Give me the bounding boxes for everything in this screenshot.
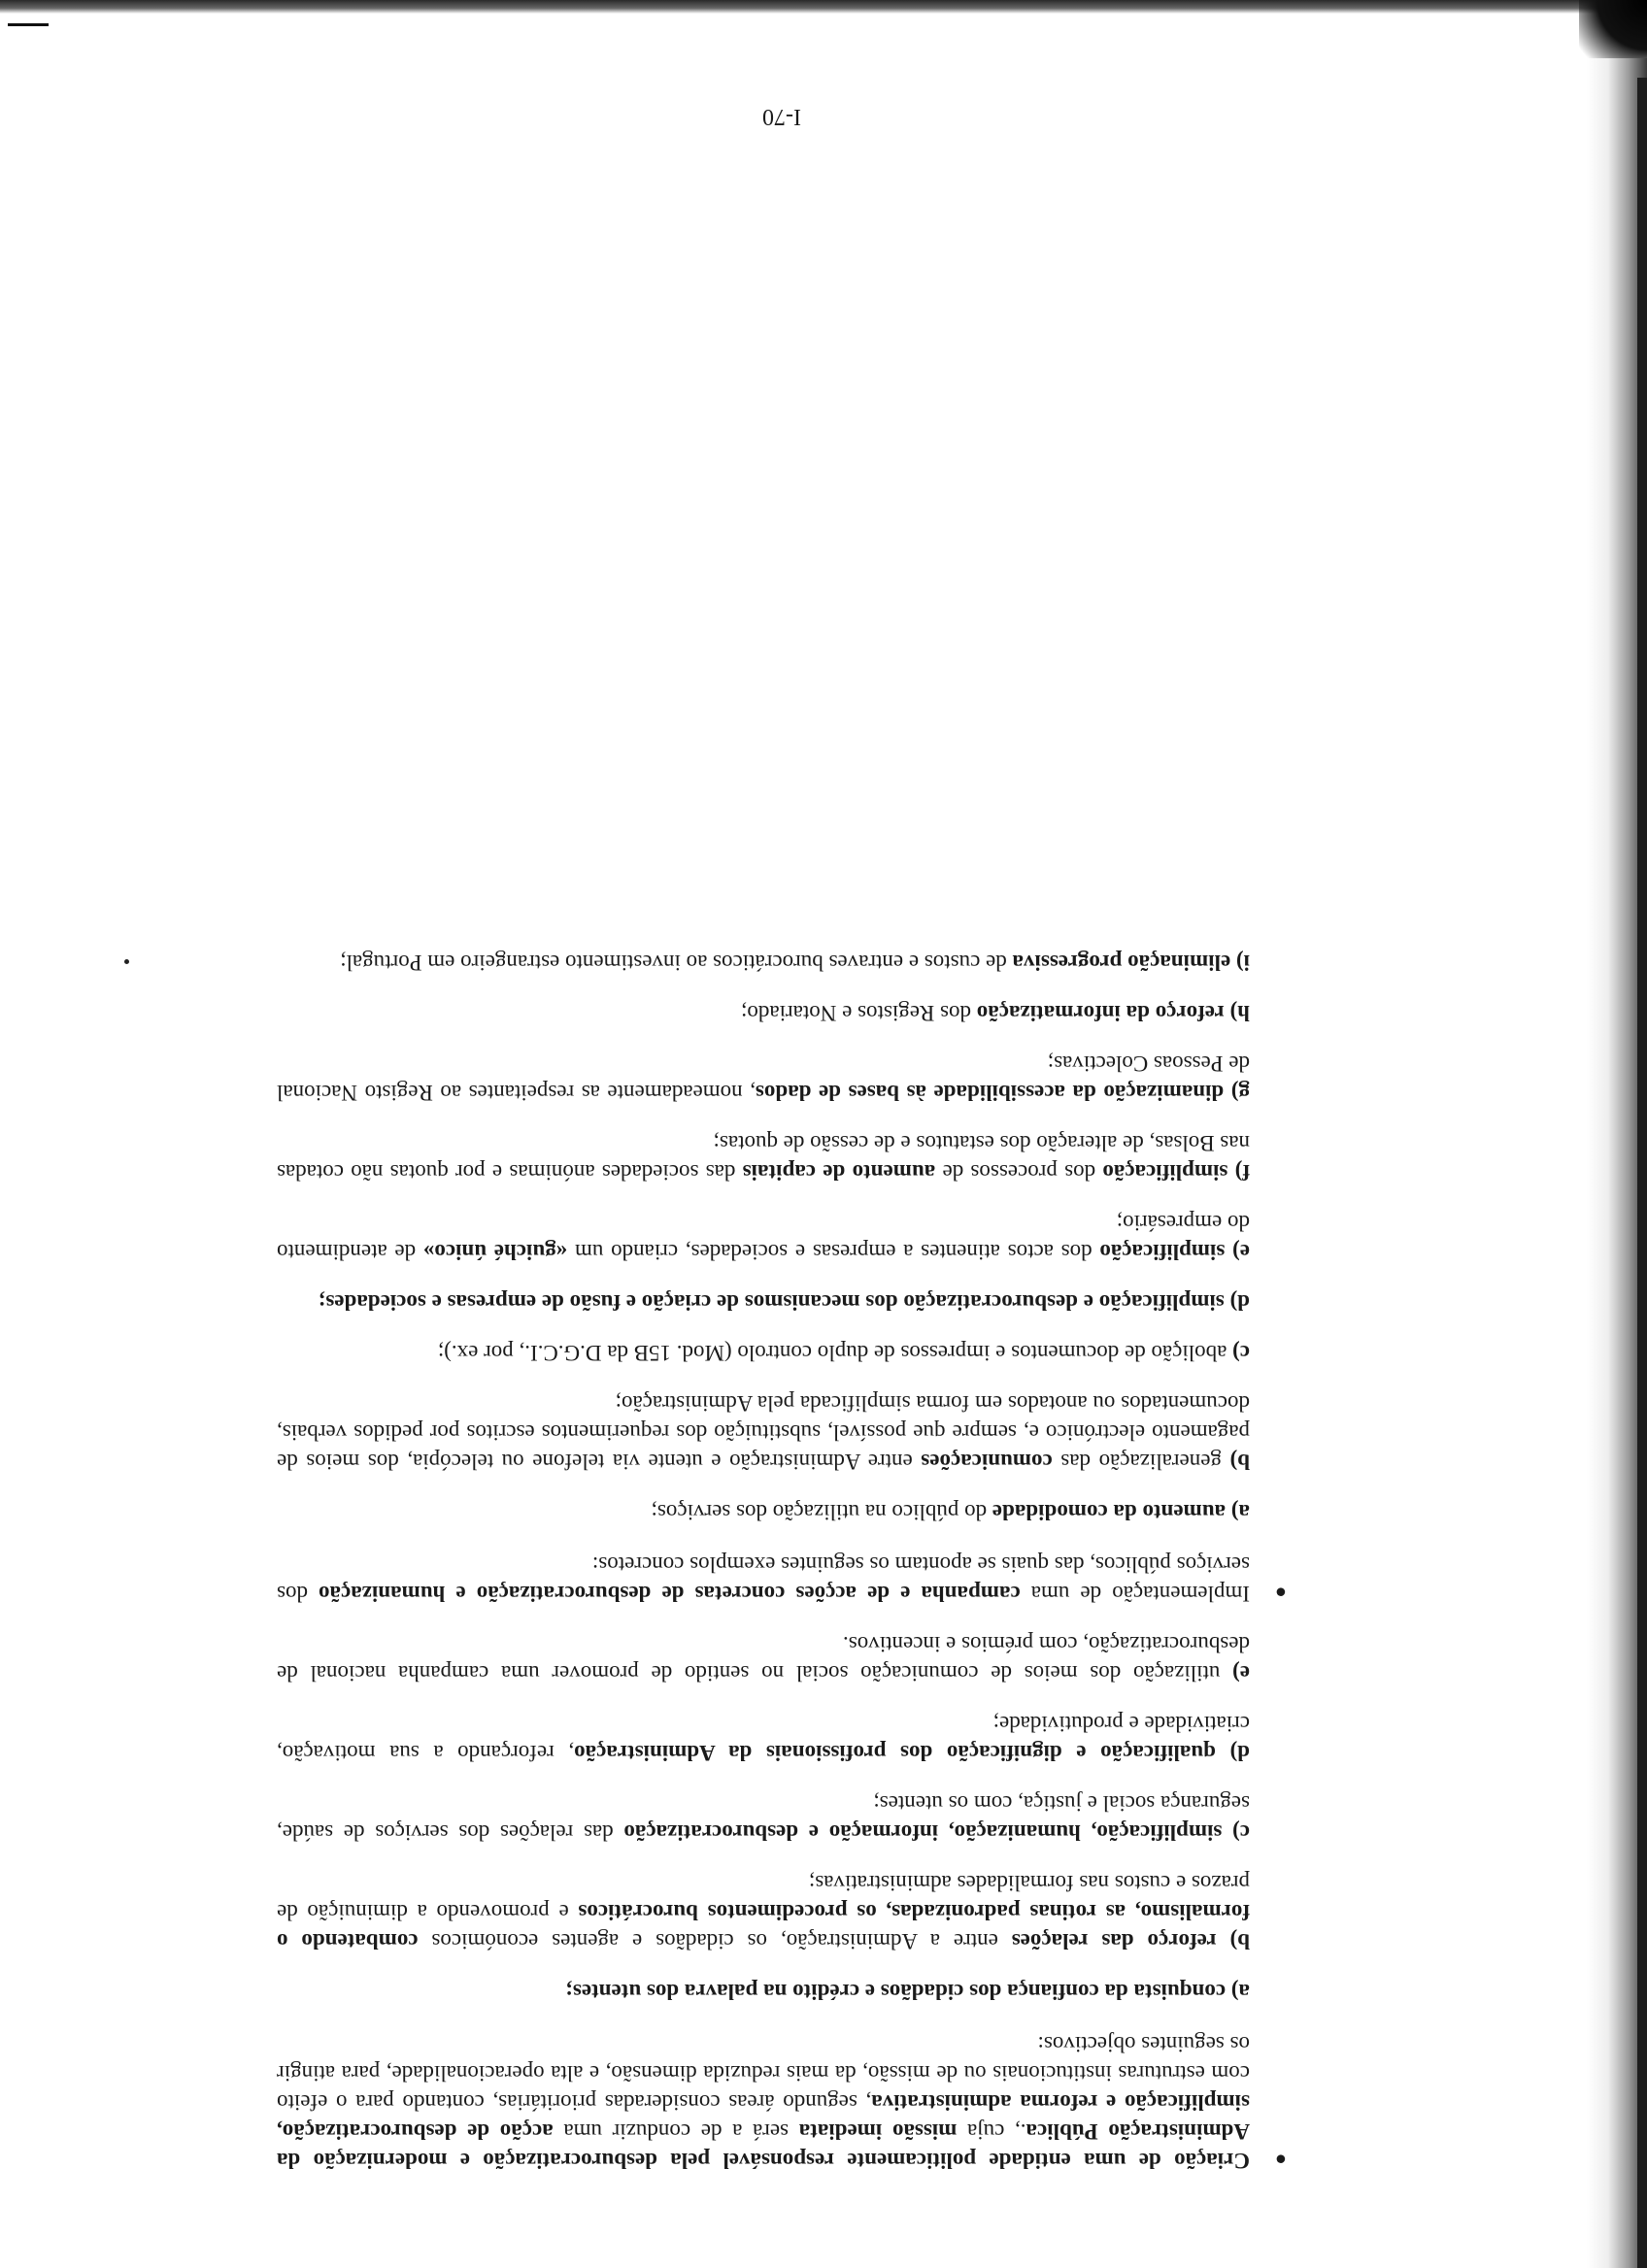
objective-a: [277, 1977, 1250, 2006]
bullet-dot-icon: ●: [1274, 2149, 1287, 2170]
text: das relações dos serviços de saúde, segurança social e justiça, com os utentes;: [277, 1791, 1250, 1845]
scan-top-edge: [0, 0, 1647, 14]
page-content: [277, 948, 1287, 2175]
example-a: [277, 1497, 1250, 1526]
example-d: [277, 1287, 1250, 1317]
text-bold: Criação de uma entidade politicamente responsável pela desburocratização e modernização da Administração Pública: [277, 2119, 1250, 2173]
text: , reforçando a sua motivação, criatividade e produtividade;: [277, 1712, 1250, 1765]
text: e promovendo a diminuição de prazos e custos nas formalidades administrativas;: [277, 1871, 1250, 1924]
text-bold: campanha e de acções concretas de desburocratização e humanização: [319, 1582, 1021, 1606]
text-bold: acção de desburocratização, simplificação e reforma administrativa: [277, 2090, 1250, 2144]
text: será a de conduzir uma: [553, 2119, 799, 2144]
example-i: [277, 948, 1250, 977]
example-e: [277, 1208, 1250, 1266]
text: dos actos atinentes a empresas e sociedades, criando um: [567, 1240, 1100, 1264]
objective-b: [277, 1868, 1250, 1955]
text-bold: c) simplificação, humanização, informação e desburocratização: [623, 1820, 1250, 1845]
bullet-entity-creation: [277, 2029, 1287, 2175]
example-b: [277, 1388, 1250, 1476]
objective-e: [277, 1629, 1250, 1687]
text: dos serviços públicos, das quais se apontam os seguintes exemplos concretos:: [276, 1552, 1250, 1606]
text: , segundo áreas consideradas prioritárias, contando para o efeito com estruturas institucionais ou de missão, da mais reduzida dimensão, e alta operacionalidade, para atingir os seguintes objectivos:: [277, 2032, 1250, 2115]
text-bold: e) simplificação: [1099, 1240, 1250, 1264]
example-g: [277, 1049, 1250, 1107]
text-bold: d) simplificação e desburocratização dos mecanismos de criação e fusão de empresas e sociedades;: [318, 1290, 1250, 1315]
text-bold: missão imediata: [798, 2119, 958, 2144]
text: de atendimento do empresário;: [277, 1211, 1250, 1264]
text: abolição de documentos e impressos de duplo controlo (Mod. 15B da D.G.C.I., por ex.);: [437, 1341, 1233, 1365]
text-bold: h) reforço da informatização: [976, 1001, 1250, 1025]
text: entre a Administração, os cidadãos e agentes económicos: [418, 1929, 1012, 1953]
objective-c: [277, 1788, 1250, 1847]
objective-d: [277, 1709, 1250, 1767]
scan-right-edge-dark: [1637, 78, 1647, 2268]
text-bold: g) dinamização da acessibilidade às bases de dados: [755, 1081, 1250, 1105]
text-bold: a) conquista da confiança dos cidadãos e crédito na palavra dos utentes;: [565, 1980, 1250, 2004]
text-bold: d) qualificação e dignificação dos profissionais da Administração: [574, 1741, 1250, 1765]
text: utilização dos meios de comunicação social no sentido de promover uma campanha nacional de desburocratização, com prémios e incentivos.: [277, 1632, 1250, 1685]
text: do público na utilização dos serviços;: [651, 1500, 992, 1524]
text: dos processos de: [935, 1160, 1103, 1184]
text: , nomeadamente as respeitantes ao Registo Nacional de Pessoas Colectivas;: [277, 1051, 1250, 1105]
text-bold: aumento de capitais: [742, 1160, 936, 1184]
text: generalização das: [1052, 1450, 1230, 1474]
text-bold: i) eliminação progressiva: [1012, 951, 1250, 975]
example-f: [277, 1128, 1250, 1186]
text-bold: a) aumento da comodidade: [992, 1500, 1250, 1524]
text: das sociedades anónimas e por quotas não cotadas nas Bolsas, de alteração dos estatutos e de cessão de quotas;: [276, 1131, 1250, 1184]
text-bold: combatendo o formalismo, as rotinas padronizadas, os procedimentos burocráticos: [277, 1900, 1250, 1953]
text-bold: b): [1229, 1450, 1250, 1474]
text: de custos e entraves burocráticos ao investimento estrangeiro em Portugal;: [340, 951, 1013, 975]
text-bold: «guiché único»: [422, 1240, 568, 1264]
page-number: I-70: [762, 104, 801, 129]
text-bold: b) reforço das relações: [1011, 1929, 1250, 1953]
text-bold: comunicações: [921, 1450, 1053, 1474]
example-h: [277, 998, 1250, 1027]
text: entre Administração e utente via telefone ou telecópia, dos meios de pagamento electrónico e, sempre que possível, substituição dos requerimentos escritos por pedidos verbais, documentados ou anotados em forma simplificada pela Administração;: [277, 1391, 1250, 1474]
bullet-campaign: [277, 1550, 1287, 1608]
scan-top-rule: [8, 23, 49, 26]
text-bold: f) simplificação: [1102, 1160, 1250, 1184]
text: dos Registos e Notariado;: [741, 1001, 977, 1025]
example-c: [277, 1338, 1250, 1367]
scan-speck: [124, 959, 129, 964]
text: Implementação de uma: [1020, 1582, 1250, 1606]
document-page: [277, 102, 1287, 2175]
text: ., cuja: [957, 2119, 1026, 2144]
bullet-dot-icon: ●: [1274, 1582, 1287, 1603]
text-bold: e): [1232, 1661, 1250, 1685]
text-bold: c): [1232, 1341, 1250, 1365]
